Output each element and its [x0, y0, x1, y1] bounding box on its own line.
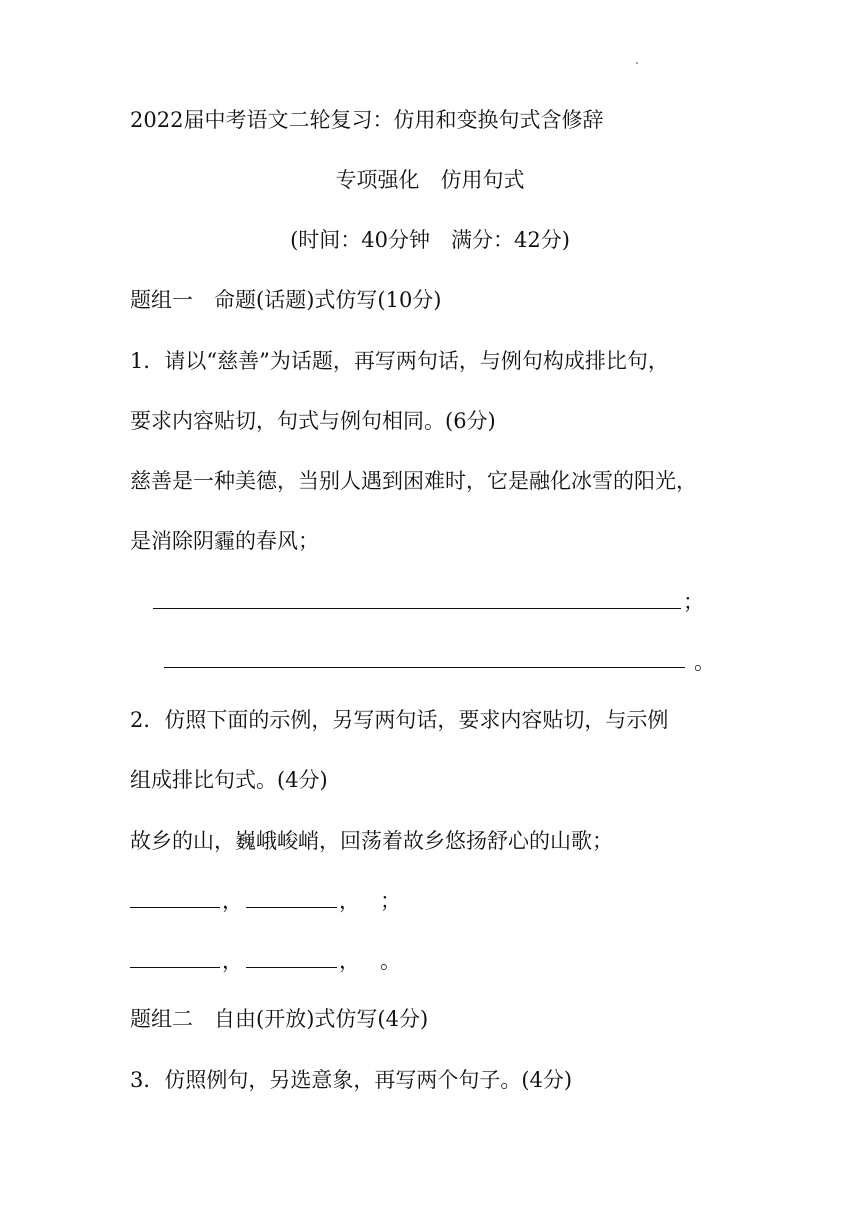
q2-comma-1: ，	[222, 889, 243, 913]
q2-prompt-line2: 组成排比句式。(4分)	[130, 768, 328, 792]
group1-heading: 题组一 命题(话题)式仿写(10分)	[130, 288, 442, 312]
q2-blank-2b[interactable]	[246, 967, 337, 968]
q2-semicolon: ；	[380, 889, 401, 913]
q1-example-line2: 是消除阴霾的春风；	[130, 529, 319, 553]
q2-comma-2: ，	[339, 889, 360, 913]
q1-blank1-punct: ；	[683, 590, 704, 614]
q2-blank-1b[interactable]	[246, 907, 337, 908]
q1-blank2-punct: 。	[694, 650, 715, 674]
section-subtitle: 专项强化 仿用句式	[335, 168, 525, 192]
time-and-score: (时间：40分钟 满分：42分)	[290, 228, 570, 252]
q2-blank-1a[interactable]	[130, 907, 220, 908]
stray-dot	[636, 62, 638, 64]
document-title: 2022届中考语文二轮复习：仿用和变换句式含修辞	[130, 108, 604, 132]
q1-example-line1: 慈善是一种美德，当别人遇到困难时，它是融化冰雪的阳光，	[130, 469, 697, 493]
q2-comma-3: ，	[222, 949, 243, 973]
q1-prompt-line2: 要求内容贴切，句式与例句相同。(6分)	[130, 409, 496, 433]
q2-example: 故乡的山，巍峨峻峭，回荡着故乡悠扬舒心的山歌；	[130, 829, 613, 853]
q2-period: 。	[380, 949, 401, 973]
q2-prompt-line1: 2．仿照下面的示例，另写两句话，要求内容贴切，与示例	[130, 708, 669, 732]
group2-heading: 题组二 自由(开放)式仿写(4分)	[130, 1007, 429, 1031]
q1-answer-blank-2[interactable]	[164, 667, 685, 668]
q2-blank-2a[interactable]	[130, 967, 220, 968]
q3-prompt: 3．仿照例句，另选意象，再写两个句子。(4分)	[130, 1068, 573, 1092]
q1-answer-blank-1[interactable]	[153, 608, 681, 609]
q2-comma-4: ，	[339, 949, 360, 973]
q1-prompt-line1: 1．请以“慈善”为话题，再写两句话，与例句构成排比句，	[130, 349, 669, 373]
